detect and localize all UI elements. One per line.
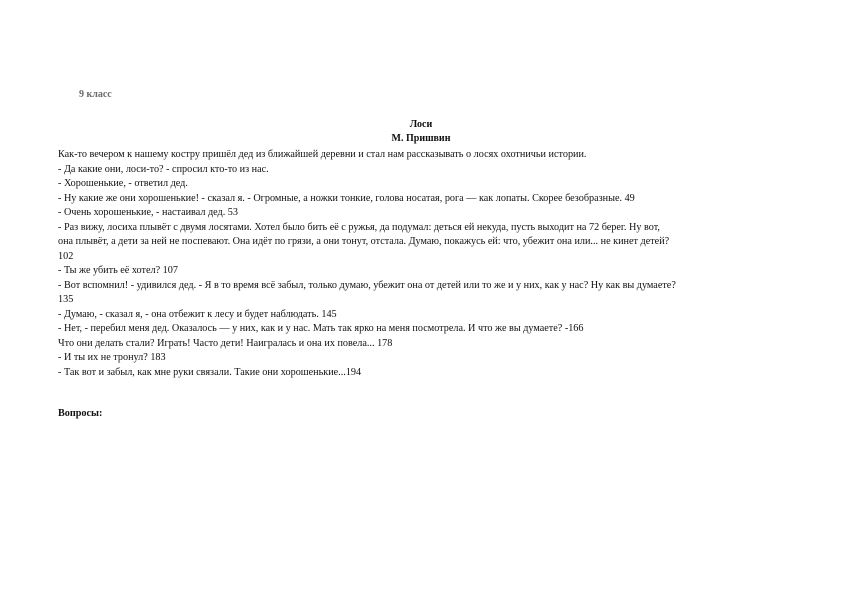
text-line: - Думаю, - сказал я, - она отбежит к лесу и будет наблюдать. 145 [58, 308, 337, 320]
text-line: - Ну какие же они хорошенькие! - сказал я. - Огромные, а ножки тонкие, голова носатая, рога — как лопаты. Скорее безобразные. 49 [58, 192, 635, 204]
text-line: - Ты же убить её хотел? 107 [58, 265, 178, 276]
text-line: - Вот вспомнил! - удивился дед. - Я в то время всё забыл, только думаю, убежит она от детей или то же и у них, как у нас? Ну как вы думаете? [58, 279, 676, 291]
title-block [0, 118, 842, 146]
text-line: Что они делать стали? Играть! Часто дети! Наигралась и она их повела... 178 [58, 337, 393, 349]
text-line: - Да какие они, лоси-то? - спросил кто-то из нас. [58, 163, 269, 175]
text-line: - Хорошенькие, - ответил дед. [58, 178, 188, 189]
text-line: - Раз вижу, лосиха плывёт с двумя лосятами. Хотел было бить её с ружья, да подумал: деться ей некуда, пусть выходит на 72 берег. Ну вот, [58, 221, 660, 233]
text-line: - Нет, - перебил меня дед. Оказалось — у них, как и у нас. Мать так ярко на меня посмотрела. И что же вы думаете? -166 [58, 323, 584, 334]
text-line: - Так вот и забыл, как мне руки связали. Такие они хорошенькие...194 [58, 366, 362, 378]
text-line: - Очень хорошенькие, - настаивал дед. 53 [58, 207, 238, 218]
story-text [58, 148, 798, 380]
text-line: 102 [58, 250, 74, 262]
text-line: Как-то вечером к нашему костру пришёл дед из ближайшей деревни и стал нам рассказывать о лосях охотничьи истории. [58, 149, 587, 160]
story-author: М. Пришвин [391, 133, 451, 144]
text-line: - И ты их не тронул? 183 [58, 352, 166, 363]
story-title: Лоси [409, 119, 433, 130]
questions-heading: Вопросы: [58, 408, 103, 419]
text-line: она плывёт, а дети за ней не поспевают. Она идёт по грязи, а они тонут, отстала. Думаю, покажусь ей: что, убежит она или... не кинет детей? [58, 236, 670, 247]
text-line: 135 [58, 294, 74, 305]
grade-label: 9 класс [79, 89, 112, 100]
